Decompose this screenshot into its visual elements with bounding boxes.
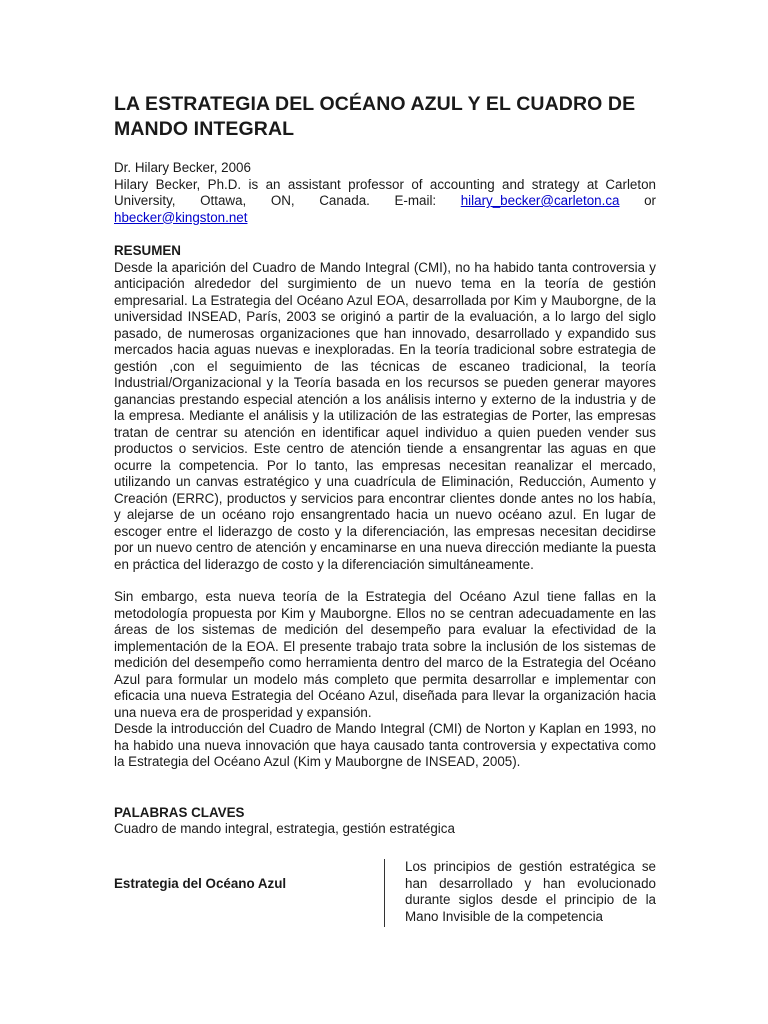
author-block <box>114 160 656 226</box>
email-separator: or <box>619 193 656 208</box>
abstract-paragraph-1: Desde la aparición del Cuadro de Mando Integral (CMI), no ha habido tanta controversia y anticipación alrededor del surgimiento de un nuevo tema en la teoría de gestión empresarial. La Estrategia del Océano Azul EOA, desarrollada por Kim y Mauborgne, de la universidad INSEAD, París, 2003 se originó a partir de la evaluación, a lo largo del siglo pasado, de numerosas organizaciones que han innovado, desarrollado y expandido sus mercados hacia aguas nuevas e inexploradas. En la teoría tradicional sobre estrategia de gestión ,con el seguimiento de las técnicas de escaneo tradicional, la teoría Industrial/Organizacional y la Teoría basada en los recursos se pueden generar mayores ganancias prestando especial atención a los análisis interno y externo de la industria y de la empresa. Mediante el análisis y la utilización de las estrategias de Porter, las empresas tratan de centrar su atención en identificar aquel individuo a quien pueden vender sus productos o servicios. Este centro de atención tiende a ensangrentar las aguas en que ocurre la competencia. Por lo tanto, las empresas necesitan reanalizar el mercado, utilizando un canvas estratégico y una cuadrícula de Eliminación, Reducción, Aumento y Creación (ERRC), productos y servicios para encontrar clientes donde antes no los había, y alejarse de un océano rojo ensangrentado hacia un nuevo océano azul. En lugar de escoger entre el liderazgo de costo y la diferenciación, las empresas necesitan decidirse por un nuevo centro de atención y encaminarse en una nueva dirección mediante la puesta en práctica del liderazgo de costo y la diferenciación simultáneamente. <box>114 259 656 572</box>
section-body-text: Los principios de gestión estratégica se han desarrollado y han evolucionado durante siglos desde el principio de la Mano Invisible de la competencia <box>405 859 656 924</box>
affiliation-text: Hilary Becker, Ph.D. is an assistant professor of accounting and strategy at Carleton University, Ottawa, ON, Canada. E-mail: <box>114 176 656 208</box>
keywords-heading: PALABRAS CLAVES <box>114 804 245 820</box>
abstract-paragraph-3: Desde la introducción del Cuadro de Mando Integral (CMI) de Norton y Kaplan en 1993, no ha habido una nueva innovación que haya causado tanta controversia y expectativa como la Estrategia del Océano Azul (Kim y Mauborgne de INSEAD, 2005). <box>114 721 656 769</box>
abstract-heading: RESUMEN <box>114 243 181 258</box>
email-link-kingston[interactable]: hbecker@kingston.net <box>114 209 248 225</box>
author-affiliation <box>114 177 656 227</box>
email-link-carleton[interactable]: hilary_becker@carleton.ca <box>460 193 620 208</box>
keywords-text: Cuadro de mando integral, estrategia, gestión estratégica <box>114 821 455 836</box>
keywords-section <box>114 805 656 838</box>
section-heading-blue-ocean: Estrategia del Océano Azul <box>114 876 287 891</box>
column-divider <box>384 859 385 927</box>
author-line: Dr. Hilary Becker, 2006 <box>114 160 251 175</box>
paper-title: LA ESTRATEGIA DEL OCÉANO AZUL Y EL CUADRO DE MANDO INTEGRAL <box>114 93 636 140</box>
paper-body <box>114 92 656 838</box>
abstract-paragraph-2: Sin embargo, esta nueva teoría de la Estrategia del Océano Azul tiene fallas en la metodología propuesta por Kim y Mauborgne. Ellos no se centran adecuadamente en las áreas de los sistemas de medición del desempeño para evaluar la efectividad de la implementación de la EOA. El presente trabajo trata sobre la inclusión de los sistemas de medición del desempeño como herramienta dentro del marco de la Estrategia del Océano Azul para formular un modelo más completo que permita desarrollar e implementar con eficacia una nueva Estrategia del Océano Azul, diseñada para llevar la organización hacia una nueva era de prosperidad y expansión. <box>114 589 656 720</box>
abstract-section <box>114 243 656 771</box>
two-column-section <box>114 859 656 929</box>
